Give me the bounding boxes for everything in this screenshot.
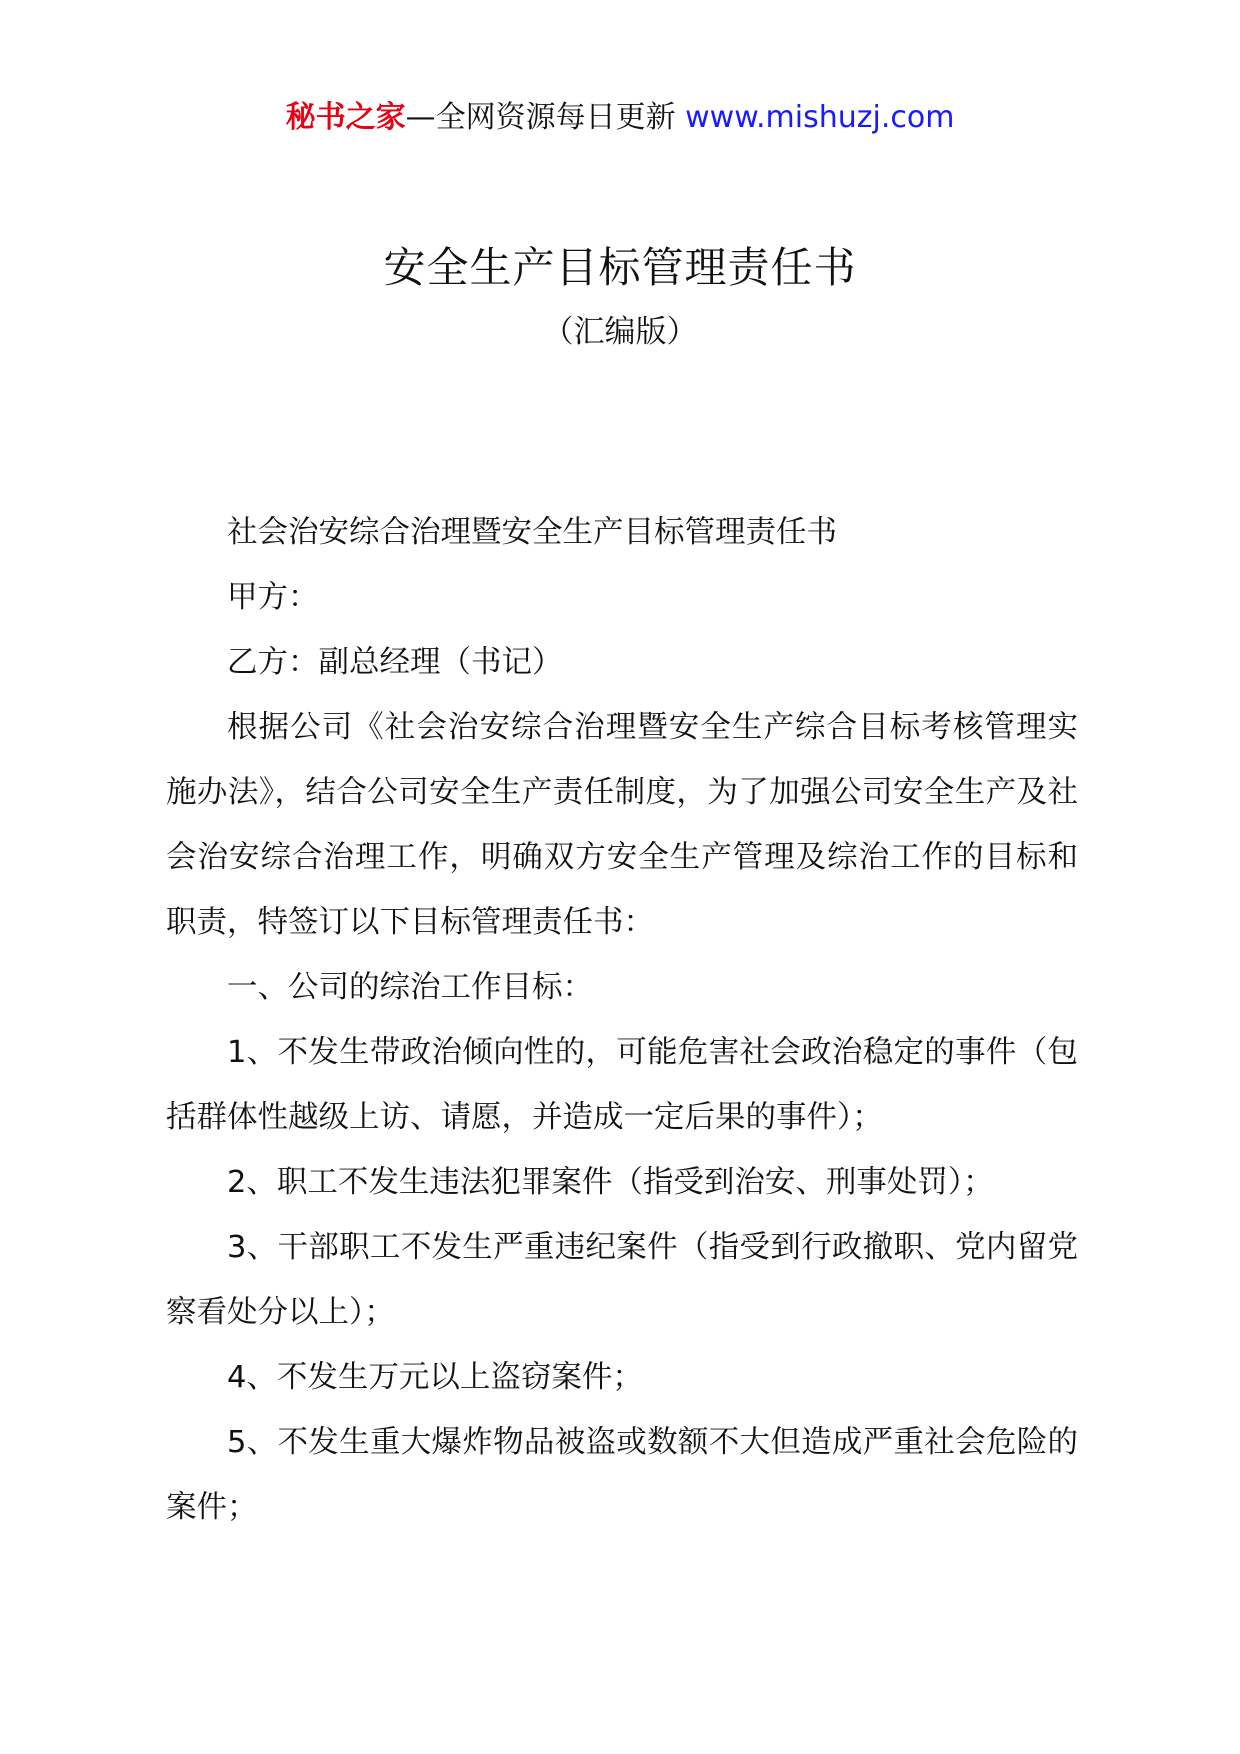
document-title: 安全生产目标管理责任书 [383,243,857,292]
paragraph-item-2: 2、职工不发生违法犯罪案件（指受到治安、刑事处罚）； [227,1165,994,1200]
site-url-link[interactable]: www.mishuzj.com [685,100,955,135]
paragraph-item-3: 3、干部职工不发生严重违纪案件（指受到行政撤职、党内留党察看处分以上）； [166,1230,1078,1330]
paragraph-item-5: 5、不发生重大爆炸物品被盗或数额不大但造成严重社会危险的案件； [166,1425,1078,1525]
paragraph-party-b: 乙方：副总经理（书记） [227,645,563,680]
site-header [0,98,1240,138]
paragraph-section-1: 一、公司的综治工作目标： [227,970,593,1005]
paragraph-heading: 社会治安综合治理暨安全生产目标管理责任书 [227,515,837,550]
document-body [166,500,1078,1540]
site-brand: 秘书之家 [285,100,406,135]
paragraph-item-4: 4、不发生万元以上盗窃案件； [227,1360,643,1395]
paragraph-item-1: 1、不发生带政治倾向性的，可能危害社会政治稳定的事件（包括群体性越级上访、请愿，并造成一定后果的事件）； [166,1035,1078,1135]
paragraph-party-a: 甲方： [227,580,319,615]
document-subtitle: （汇编版） [542,314,698,350]
site-tagline: —全网资源每日更新 [405,100,676,135]
paragraph-intro: 根据公司《社会治安综合治理暨安全生产综合目标考核管理实施办法》，结合公司安全生产责任制度，为了加强公司安全生产及社会治安综合治理工作，明确双方安全生产管理及综治工作的目标和职责，特签订以下目标管理责任书： [166,710,1078,940]
